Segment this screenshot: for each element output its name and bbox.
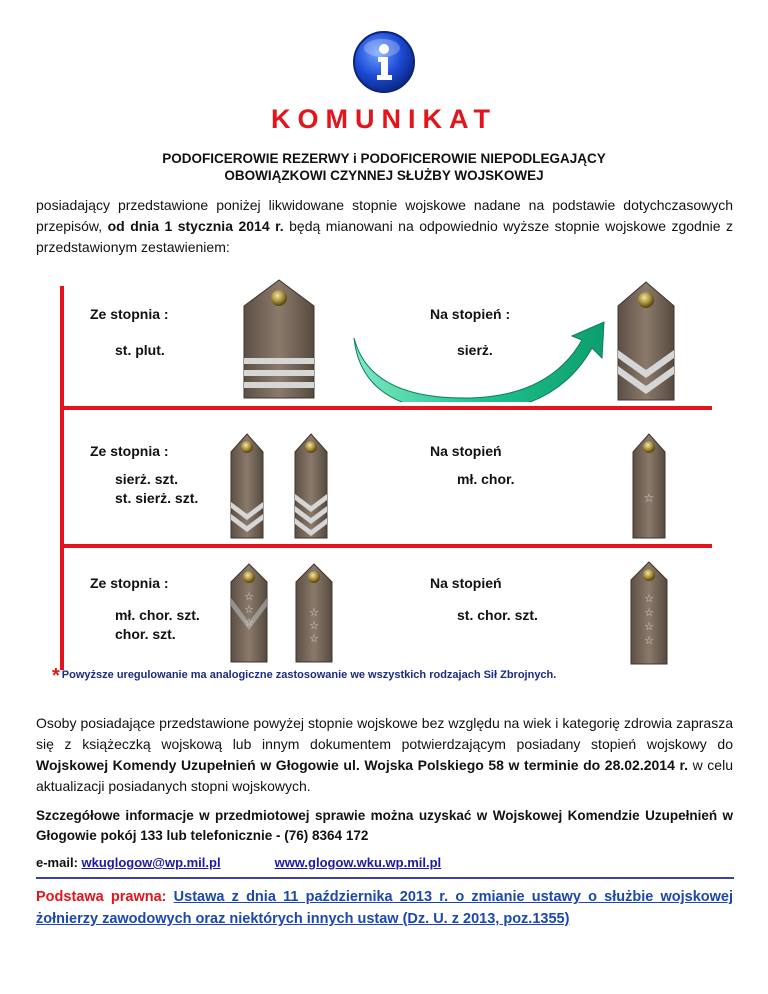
svg-text:☆: ☆ xyxy=(644,634,654,647)
subtitle-line1: PODOFICEROWIE REZERWY i PODOFICEROWIE NIEPODLEGAJĄCY xyxy=(162,151,606,166)
legal-basis xyxy=(36,886,733,930)
svg-text:☆: ☆ xyxy=(244,616,254,629)
email-label: e-mail: xyxy=(36,855,82,870)
green-arrow-icon xyxy=(350,318,610,402)
footnote xyxy=(52,665,556,688)
footnote-text: Powyższe uregulowanie ma analogiczne zastosowanie we wszystkich rodzajach Sił Zbrojnych. xyxy=(61,669,557,681)
table-divider-1 xyxy=(60,406,712,410)
info-icon xyxy=(352,30,416,94)
row1-to-rank: sierż. xyxy=(457,342,493,358)
page-title: KOMUNIKAT xyxy=(271,104,497,134)
intro-paragraph xyxy=(36,195,733,258)
info-paragraph: Szczegółowe informacje w przedmiotowej sprawie można uzyskać w Wojskowej Komendzie Uzupełnień w Głogowie pokój 133 lub telefonicznie - (76) 8364 172 xyxy=(36,808,733,843)
svg-text:☆: ☆ xyxy=(309,606,319,619)
contact-line xyxy=(36,855,441,870)
para2-text-2: w celu aktualizacji posiadanych stopni wojskowych. xyxy=(36,757,733,794)
legal-label: Podstawa prawna: xyxy=(36,889,167,905)
svg-text:☆: ☆ xyxy=(643,491,655,505)
strap-ml-chor-szt xyxy=(228,562,270,662)
strap-chor-szt xyxy=(293,562,335,662)
subtitle-line2: OBOWIĄZKOWI CZYNNEJ SŁUŻBY WOJSKOWEJ xyxy=(224,168,544,183)
row1-to-label: Na stopień : xyxy=(430,306,511,322)
intro-text-1: posiadający przedstawione poniżej likwidowane stopnie wojskowe nadane na podstawie dotychczasowych przepisów, xyxy=(36,197,733,234)
svg-text:☆: ☆ xyxy=(644,606,654,619)
row1-from-ranks: st. plut. xyxy=(115,342,165,358)
legal-link[interactable]: Ustawa z dnia 11 października 2013 r. o zmianie ustawy o służbie wojskowej żołnierzy zawodowych oraz niektórych innych ustaw (Dz. U. z 2013, poz.1355) xyxy=(36,889,733,927)
para2-address: Wojskowej Komendy Uzupełnień w Głogowie ul. Wojska Polskiego 58 w terminie do 28.02.2014 r. xyxy=(36,757,689,773)
strap-st-plut xyxy=(240,278,318,398)
table-divider-2 xyxy=(60,544,712,548)
separator-line xyxy=(36,877,734,879)
email-link[interactable]: wkuglogow@wp.mil.pl xyxy=(81,855,221,870)
para2-text-1: Osoby posiadające przedstawione powyżej stopnie wojskowe bez względu na wiek i kategorię zdrowia zaprasza się z książeczką wojskową lub innym dokumentem potwierdzającym posiadany stopień wojskowy do xyxy=(36,715,733,752)
row3-from-ranks: mł. chor. szt. chor. szt. xyxy=(115,607,200,642)
row1-from-label: Ze stopnia : xyxy=(90,306,169,322)
subtitle xyxy=(0,150,768,184)
intro-date: od dnia 1 stycznia 2014 r. xyxy=(107,218,284,234)
svg-text:☆: ☆ xyxy=(309,619,319,632)
svg-text:☆: ☆ xyxy=(309,632,319,645)
row3-to-label: Na stopień xyxy=(430,575,502,591)
svg-text:☆: ☆ xyxy=(644,592,654,605)
row2-to-label: Na stopień xyxy=(430,443,502,459)
row2-from-ranks: sierż. szt. st. sierż. szt. xyxy=(115,471,199,506)
row2-from-label: Ze stopnia : xyxy=(90,443,169,459)
strap-st-chor-szt xyxy=(628,560,670,664)
svg-text:☆: ☆ xyxy=(644,620,654,633)
row3-from-label: Ze stopnia : xyxy=(90,575,169,591)
strap-sierz-szt xyxy=(228,432,266,538)
invitation-paragraph xyxy=(36,713,733,797)
row3-to-rank: st. chor. szt. xyxy=(457,607,538,623)
strap-sierz xyxy=(614,280,678,400)
table-vertical-line xyxy=(60,286,64,670)
row2-to-rank: mł. chor. xyxy=(457,471,515,487)
intro-text-2: będą mianowani na odpowiednio wyższe stopnie wojskowe zgodnie z przedstawionym zestawieniem: xyxy=(36,218,733,255)
strap-ml-chor xyxy=(630,432,668,538)
svg-text:☆: ☆ xyxy=(244,590,254,603)
website-link[interactable]: www.glogow.wku.wp.mil.pl xyxy=(274,855,442,870)
svg-text:☆: ☆ xyxy=(244,603,254,616)
strap-st-sierz-szt xyxy=(292,432,330,538)
asterisk-icon: * xyxy=(52,665,60,687)
